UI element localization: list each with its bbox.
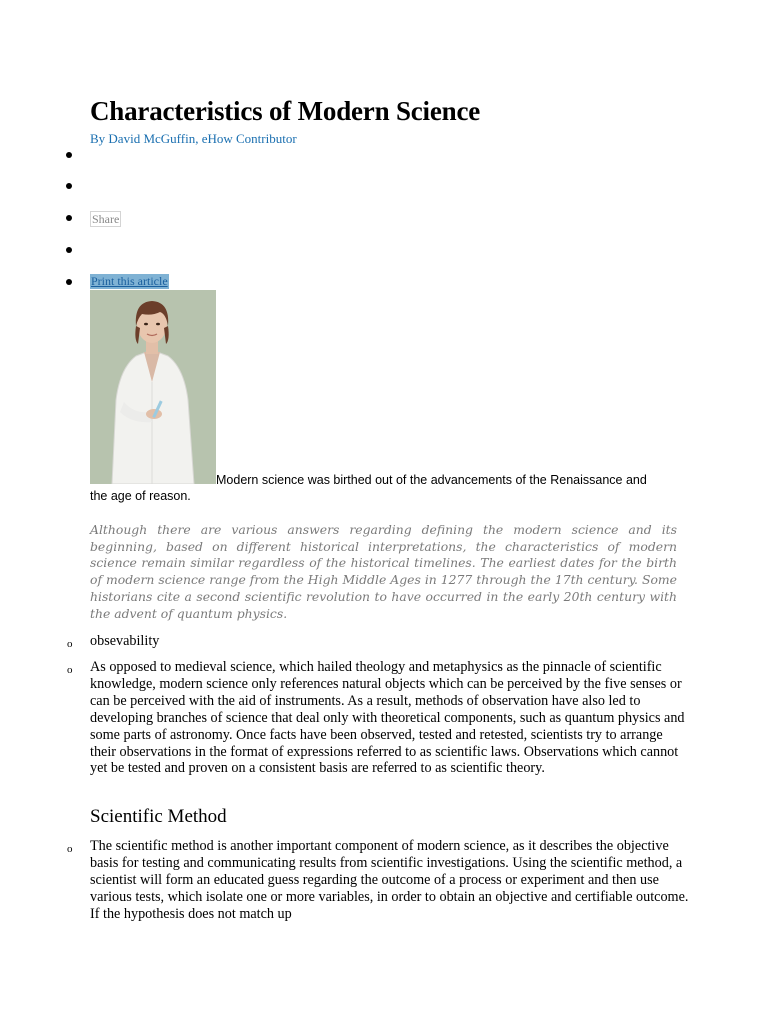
share-list-bullet-4 bbox=[66, 247, 72, 253]
page-title: Characteristics of Modern Science bbox=[90, 96, 481, 126]
share-list-bullet-2 bbox=[66, 183, 72, 189]
print-article-link[interactable]: Print this article bbox=[91, 274, 168, 288]
scientist-photo bbox=[90, 290, 216, 484]
list-item-observation-paragraph: As opposed to medieval science, which hailed theology and metaphysics as the pinnacle of scientific knowledge, modern science only references natural objects which can be perceived by the five senses or can be perceived with the aid of instruments. As a result, methods of observation have also led to developing branches of science that deal only with theoretical components, such as quantum physics and some parts of astronomy. Once facts have been observed, tested and retested, scientists try to arrange their observations in the format of expressions referred to as scientific laws. Observations which cannot yet be tested and proven on a consistent basis are referred to as scientific theory. bbox=[90, 659, 685, 777]
list-item-bullet: o bbox=[67, 664, 73, 676]
section-heading-scientific-method: Scientific Method bbox=[90, 806, 227, 827]
image-caption-line-1: Modern science was birthed out of the advancements of the Renaissance and bbox=[216, 473, 647, 487]
list-item-scientific-method-paragraph: The scientific method is another important component of modern science, as it describes the objective basis for testing and communicating results from scientific investigations. Using the scientific method, a scientist will form an educated guess regarding the outcome of a process or experiment and then use various tests, which isolate one or more variables, in order to obtain an objective and certifiable outcome. If the hypothesis does not match up bbox=[90, 838, 689, 922]
share-list-bullet-1 bbox=[66, 152, 72, 158]
list-item-observability: obsevability bbox=[90, 633, 160, 649]
share-list-bullet-5 bbox=[66, 279, 72, 285]
intro-paragraph: Although there are various answers regarding defining the modern science and its beginning, based on different historical interpretations, the characteristics of modern science remain similar regardless of the historical timelines. The earliest dates for the birth of modern science range from the High Middle Ages in 1277 through the 17th century. Some historians cite a second scientific revolution to have occurred in the early 20th century with the advent of quantum physics. bbox=[90, 522, 677, 621]
list-item-bullet: o bbox=[67, 638, 73, 650]
image-caption-line-2: the age of reason. bbox=[90, 489, 191, 503]
share-button[interactable]: Share bbox=[92, 212, 120, 226]
list-item-bullet: o bbox=[67, 843, 73, 855]
scientist-photo-illustration bbox=[90, 290, 216, 484]
author-byline[interactable]: By David McGuffin, eHow Contributor bbox=[90, 131, 297, 146]
share-list-bullet-3 bbox=[66, 215, 72, 221]
